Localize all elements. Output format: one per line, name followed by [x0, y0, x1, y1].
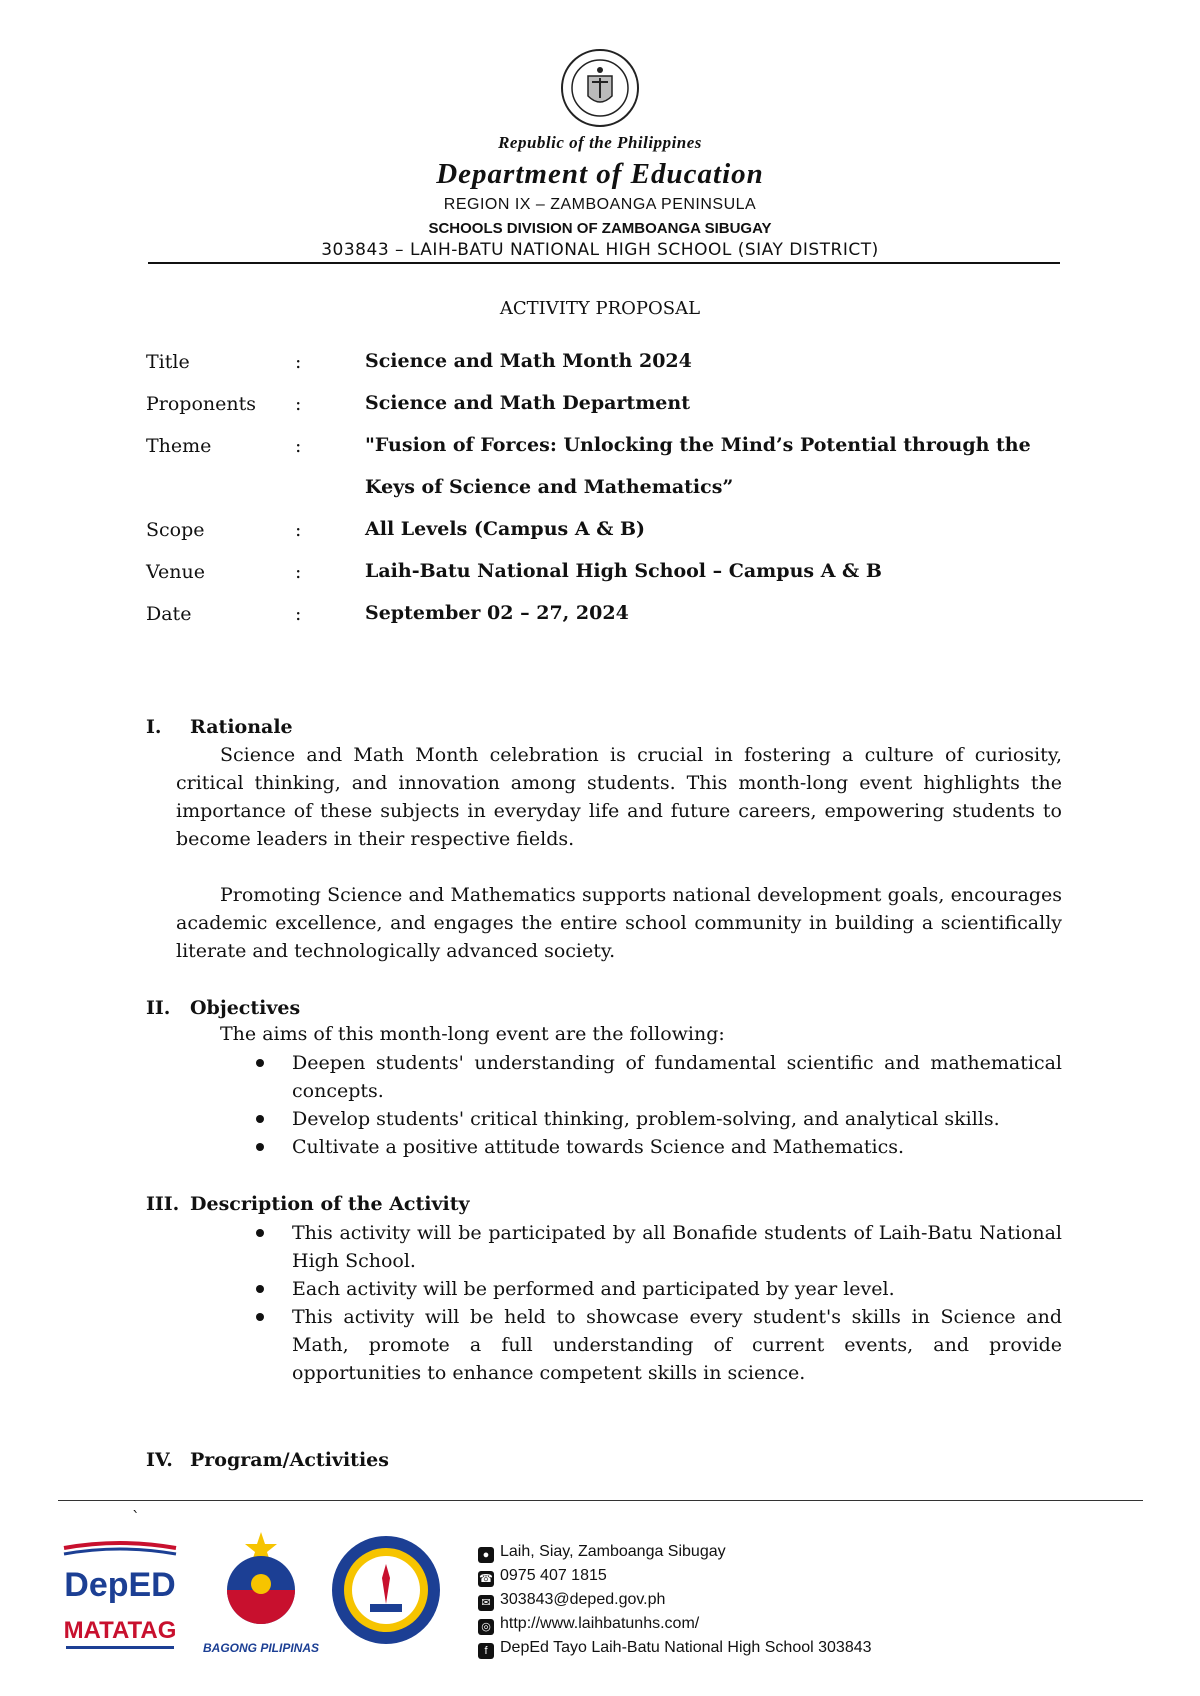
- contact-phone-text: 0975 407 1815: [500, 1567, 607, 1584]
- detail-label: Title: [146, 351, 190, 373]
- envelope-icon: ✉: [478, 1595, 494, 1611]
- contact-facebook: [478, 1639, 872, 1659]
- document-title: ACTIVITY PROPOSAL: [499, 298, 701, 319]
- matatag-logo-text: MATATAG: [63, 1617, 177, 1644]
- header-divider: [148, 262, 1060, 264]
- contact-facebook-text[interactable]: DepEd Tayo Laih-Batu National High School 303843: [500, 1639, 872, 1656]
- description-list: [250, 1219, 1062, 1387]
- rationale-body: [176, 741, 1062, 965]
- phone-icon: ☎: [479, 1573, 493, 1585]
- contact-website: [478, 1615, 699, 1635]
- department-heading: Department of Education: [436, 158, 764, 190]
- detail-value: Science and Math Month 2024: [365, 350, 692, 372]
- section-number: III.: [146, 1193, 180, 1215]
- contact-address-text: Laih, Siay, Zamboanga Sibugay: [500, 1543, 726, 1560]
- section-title: Objectives: [190, 997, 301, 1019]
- globe-icon: ◎: [478, 1619, 494, 1635]
- detail-value: Laih-Batu National High School – Campus A & B: [365, 560, 882, 582]
- list-item: Develop students' critical thinking, problem-solving, and analytical skills.: [250, 1105, 1062, 1133]
- detail-value: All Levels (Campus A & B): [365, 518, 646, 540]
- region-heading: REGION IX – ZAMBOANGA PENINSULA: [443, 196, 757, 213]
- facebook-icon: f: [478, 1643, 494, 1659]
- section-title: Rationale: [190, 716, 293, 738]
- detail-value: September 02 – 27, 2024: [365, 602, 629, 624]
- section-title: Program/Activities: [190, 1449, 389, 1471]
- objectives-list: [250, 1049, 1062, 1161]
- bagong-pilipinas-logo: [198, 1528, 324, 1658]
- list-item: This activity will be participated by all Bonafide students of Laih-Batu National High School.: [250, 1219, 1062, 1275]
- objectives-intro: The aims of this month-long event are the following:: [220, 1023, 725, 1045]
- deped-matatag-logo: [58, 1540, 182, 1656]
- detail-label: Scope: [146, 519, 205, 541]
- section-title: Description of the Activity: [190, 1193, 470, 1215]
- contact-email: [478, 1591, 665, 1611]
- detail-label: Date: [146, 603, 192, 625]
- detail-colon: :: [295, 519, 302, 541]
- school-seal-logo: [330, 1534, 442, 1646]
- detail-colon: :: [295, 351, 302, 373]
- list-item: Deepen students' understanding of fundamental scientific and mathematical concepts.: [250, 1049, 1062, 1105]
- footer-divider: [58, 1500, 1143, 1501]
- section-number: IV.: [146, 1449, 173, 1471]
- division-heading: SCHOOLS DIVISION OF ZAMBOANGA SIBUGAY: [428, 220, 772, 237]
- map-pin-icon: ●: [478, 1547, 494, 1563]
- detail-value: Science and Math Department: [365, 392, 690, 414]
- detail-label: Venue: [146, 561, 205, 583]
- rationale-paragraph-2: Promoting Science and Mathematics supports national development goals, encourages academic excellence, and engages the entire school community in building a scientifically literate and technologically advanced society.: [176, 884, 1062, 962]
- deped-logo-text: DepED: [64, 1566, 176, 1604]
- detail-colon: :: [295, 603, 302, 625]
- rationale-paragraph-1: Science and Math Month celebration is crucial in fostering a culture of curiosity, critical thinking, and innovation among students. This month-long event highlights the importance of these subjects in everyday life and future careers, empowering students to become leaders in their respective fields.: [176, 744, 1062, 850]
- list-item: This activity will be held to showcase every student's skills in Science and Math, promote a full understanding of current events, and provide opportunities to enhance competent skills in science.: [250, 1303, 1062, 1387]
- contact-phone: [478, 1567, 607, 1587]
- republic-heading: Republic of the Philippines: [498, 133, 702, 152]
- deped-seal-logo: [560, 48, 640, 128]
- section-number: II.: [146, 997, 171, 1019]
- contact-email-text[interactable]: 303843@deped.gov.ph: [500, 1591, 666, 1608]
- bagong-logo-text: BAGONG PILIPINAS: [202, 1641, 320, 1655]
- footer-tick-mark: `: [132, 1508, 140, 1527]
- detail-colon: :: [295, 435, 302, 457]
- contact-website-link[interactable]: http://www.laihbatunhs.com/: [500, 1615, 700, 1632]
- detail-colon: :: [295, 393, 302, 415]
- list-item: Cultivate a positive attitude towards Science and Mathematics.: [250, 1133, 1062, 1161]
- detail-label: Theme: [146, 435, 212, 457]
- school-heading: 303843 – LAIH-BATU NATIONAL HIGH SCHOOL (SIAY DISTRICT): [321, 240, 879, 260]
- list-item: Each activity will be performed and participated by year level.: [250, 1275, 1062, 1303]
- detail-colon: :: [295, 561, 302, 583]
- detail-value: "Fusion of Forces: Unlocking the Mind’s Potential through the Keys of Science and Mathematics”: [365, 434, 1031, 498]
- contact-address: [478, 1543, 726, 1563]
- section-number: I.: [146, 716, 162, 738]
- detail-label: Proponents: [146, 393, 257, 415]
